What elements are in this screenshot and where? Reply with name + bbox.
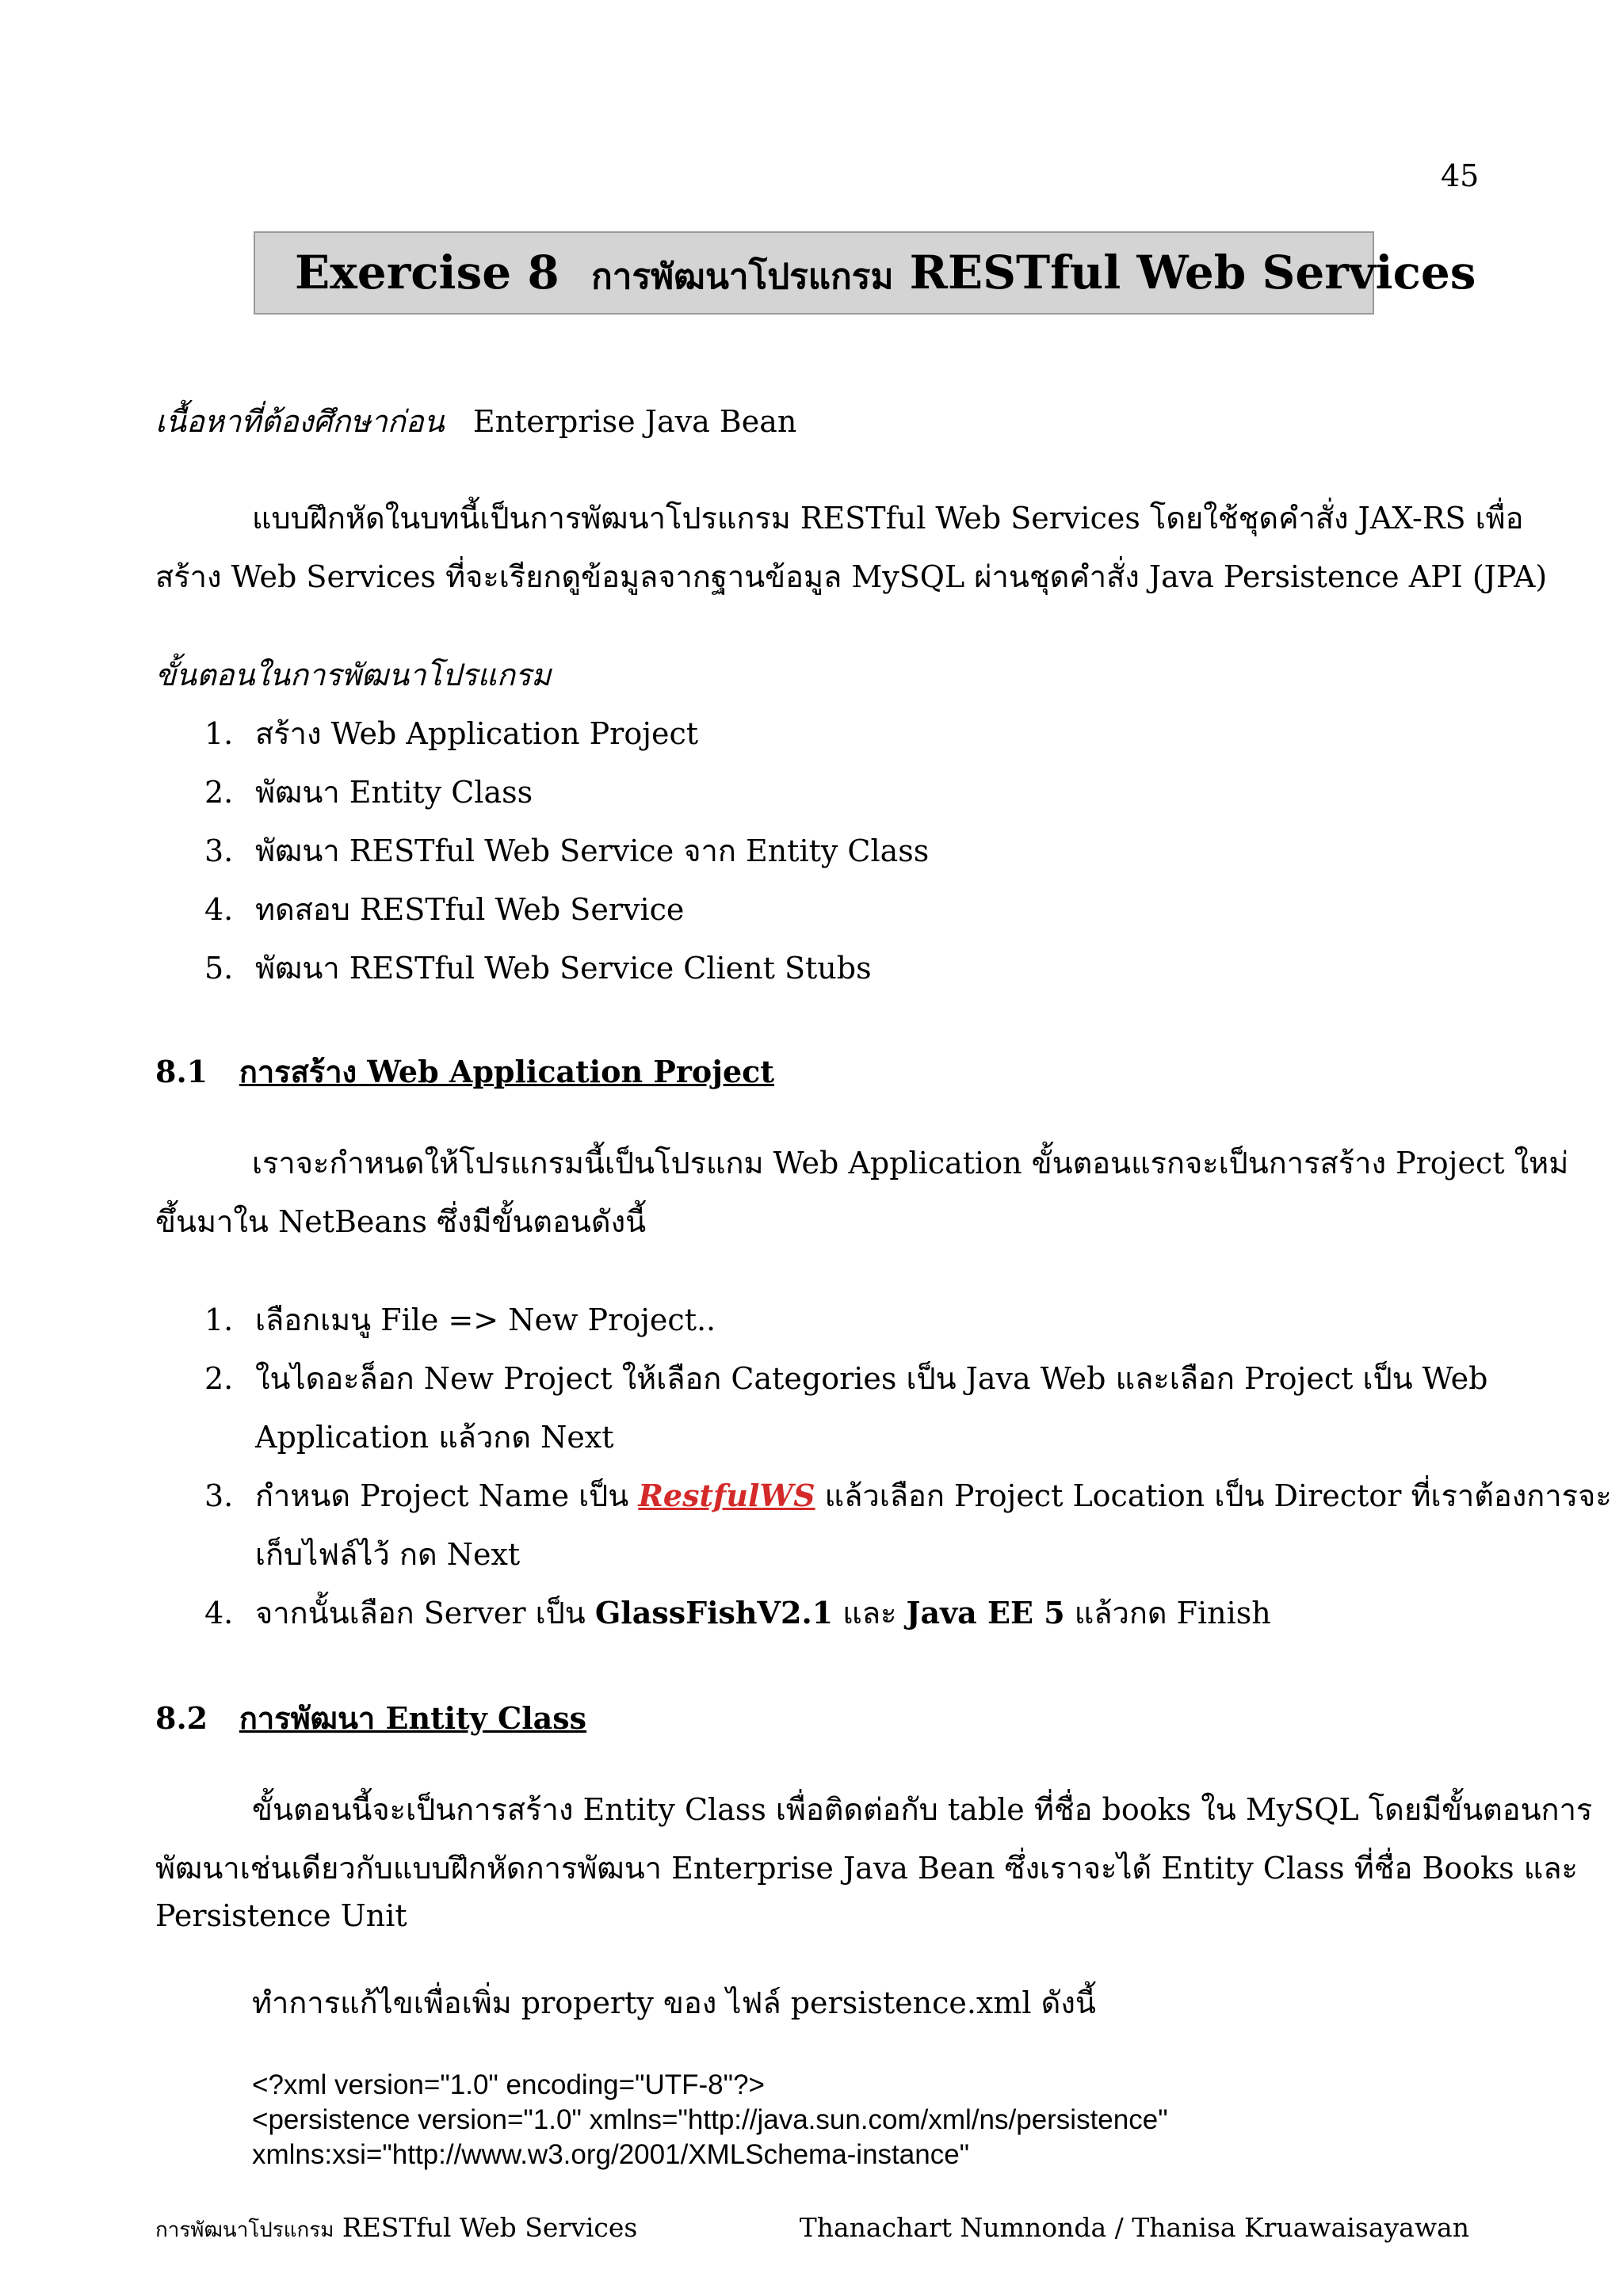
list-item: 2. พัฒนา Entity Class <box>204 775 533 810</box>
prereq-value: Enterprise Java Bean <box>472 404 797 439</box>
title-exercise: Exercise 8 <box>295 246 559 299</box>
title-thai: การพัฒนาโปรแกรม <box>591 257 894 297</box>
section-8-2-para-2: พัฒนาเช่นเดียวกับแบบฝึกหัดการพัฒนา Enterprise Java Bean ซึ่งเราจะได้ Entity Class ที่ชื่อ Books และ <box>155 1851 1578 1886</box>
list-item: 1. เลือกเมนู File => New Project.. <box>204 1302 716 1337</box>
code-line: <?xml version="1.0" encoding="UTF-8"?> <box>252 2069 765 2100</box>
intro-line-1: แบบฝึกหัดในบทนี้เป็นการพัฒนาโปรแกรม RESTful Web Services โดยใช้ชุดคำสั่ง JAX-RS เพื่อ <box>252 501 1524 536</box>
section-8-2-para-4: ทำการแก้ไขเพื่อเพิ่ม property ของ ไฟล์ persistence.xml ดังนี้ <box>252 1985 1096 2020</box>
list-item: 3. กำหนด Project Name เป็น RestfulWS แล้วเลือก Project Location เป็น Director ที่เราต้องการจะ <box>204 1478 1612 1513</box>
section-8-1-para-1: เราจะกำหนดให้โปรแกรมนี้เป็นโปรแกม Web Application ขั้นตอนแรกจะเป็นการสร้าง Project ใหม่ <box>252 1146 1569 1180</box>
code-line: xmlns:xsi="http://www.w3.org/2001/XMLSchema-instance" <box>252 2139 970 2170</box>
code-line: <persistence version="1.0" xmlns="http://java.sun.com/xml/ns/persistence" <box>252 2104 1168 2135</box>
list-item: 4. จากนั้นเลือก Server เป็น GlassFishV2.1 และ Java EE 5 แล้วกด Finish <box>204 1595 1271 1630</box>
title-topic: RESTful Web Services <box>909 246 1476 299</box>
list-item-continued: เก็บไฟล์ไว้ กด Next <box>255 1537 521 1572</box>
intro-line-2: สร้าง Web Services ที่จะเรียกดูข้อมูลจากฐานข้อมูล MySQL ผ่านชุดคำสั่ง Java Persistence API (JPA) <box>155 559 1548 594</box>
page-title <box>295 247 1476 303</box>
list-item: 3. พัฒนา RESTful Web Service จาก Entity Class <box>204 833 930 868</box>
prereq-line <box>155 404 796 439</box>
list-item: 2. ในไดอะล็อก New Project ให้เลือก Categories เป็น Java Web และเลือก Project เป็น Web <box>204 1361 1488 1396</box>
section-8-2-heading: 8.2 การพัฒนา Entity Class <box>155 1700 587 1736</box>
prereq-label: เนื้อหาที่ต้องศึกษาก่อน <box>155 404 445 439</box>
list-item: 5. พัฒนา RESTful Web Service Client Stubs <box>204 951 872 986</box>
section-8-1-heading: 8.1 การสร้าง Web Application Project <box>155 1054 774 1089</box>
section-8-1-para-2: ขึ้นมาใน NetBeans ซึ่งมีขั้นตอนดังนี้ <box>155 1204 647 1239</box>
list-item: 4. ทดสอบ RESTful Web Service <box>204 892 685 927</box>
section-8-2-para-3: Persistence Unit <box>155 1898 407 1933</box>
steps-heading: ขั้นตอนในการพัฒนาโปรแกรม <box>155 658 552 692</box>
list-item: 1. สร้าง Web Application Project <box>204 716 699 751</box>
footer-left: การพัฒนาโปรแกรม RESTful Web Services <box>155 2212 638 2243</box>
section-8-2-para-1: ขั้นตอนนี้จะเป็นการสร้าง Entity Class เพื่อติดต่อกับ table ที่ชื่อ books ใน MySQL โดยมีขั้นตอนการ <box>252 1792 1593 1827</box>
page-number: 45 <box>1441 158 1480 193</box>
restfulws-link: RestfulWS <box>638 1478 815 1513</box>
list-item-continued: Application แล้วกด Next <box>255 1420 614 1455</box>
footer-right: Thanachart Numnonda / Thanisa Kruawaisayawan <box>799 2212 1469 2243</box>
